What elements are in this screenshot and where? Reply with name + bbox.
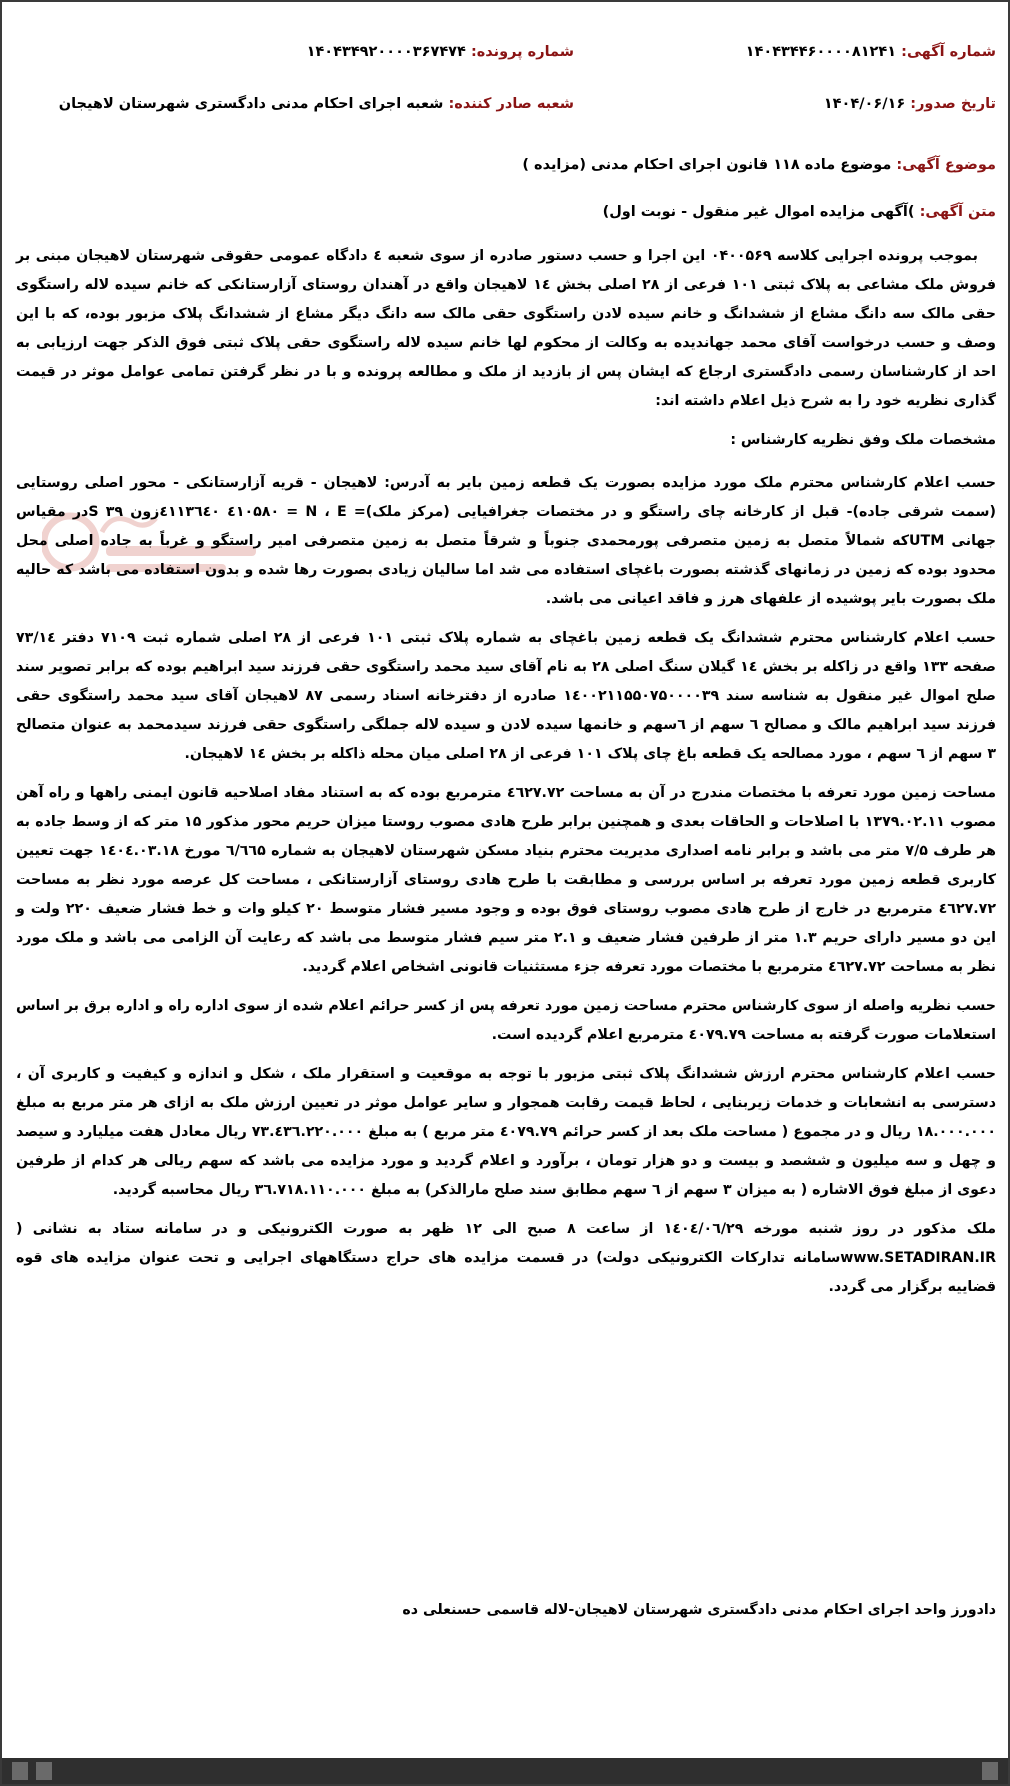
ad-number-row <box>746 44 996 60</box>
subject-label: موضوع آگهی: <box>896 157 996 173</box>
footer-cell <box>36 1762 52 1780</box>
paragraph-area: مساحت زمین مورد تعرفه با مختصات مندرج در آن به مساحت ٤٦۲۷.۷۲ مترمربع بوده که به استناد مفاد اصلاحیه قانون ایمنی راهها و راه آهن مصوب ۱۳۷۹.۰۲.۱۱ با اصلاحات و الحاقات بعدی و همچنین برابر طرح هادی مصوب روستا میزان حریم محور مذکور ۱۵ متر که از وسط جاده به هر طرف ۷/۵ متر می باشد و برابر نامه اصداری مدیریت محترم بنیاد مسکن شهرستان لاهیجان به شماره ٦/٦٦۵ مورخ ۱٤۰٤.۰۳.۱۸ جهت تعیین کاربری قطعه زمین مورد تعرفه بر اساس بررسی و مطابقت با طرح هادی روستای آزارستانکی ، مساحت کل عرصه مورد نظر به مساحت ٤٦۲۷.۷۲ مترمربع در خارج از طرح هادی مصوب روستای فوق بوده و وجود مسیر فشار متوسط ۲۰ کیلو وات و خط فشار ضعیف ۲۲۰ ولت و این دو مسیر دارای حریم ۱.۳ متر از طرفین فشار ضعیف و ۲.۱ متر سیم فشار متوسط می باشد که رعایت آن الزامی می باشد و ملک مورد نظر به مساحت ٤٦۲۷.۷۲ مترمربع با مختصات مورد تعرفه جزء مستثنیات قانونی اشخاص اعلام گردید. <box>16 785 997 975</box>
notice-text-value: )آگهی مزایده اموال غیر منقول - نوبت اول) <box>602 204 915 220</box>
paragraph-net-area: حسب نظریه واصله از سوی کارشناس محترم مساحت زمین مورد تعرفه پس از کسر حرائم اعلام شده از سوی اداره راه و اداره برق بر اساس استعلامات صورت گرفته به مساحت ٤۰۷۹.۷۹ مترمربع اعلام گردیده است. <box>16 998 996 1043</box>
case-number-value: ۱۴۰۴۳۴۹۲۰۰۰۰۳۶۷۴۷۴ <box>306 44 466 60</box>
notice-text-label: متن آگهی: <box>919 204 996 220</box>
issue-date-row <box>824 96 996 112</box>
issuer-label: شعبه صادر کننده: <box>448 96 574 112</box>
notice-document <box>2 2 1008 1784</box>
paragraph-valuation: حسب اعلام کارشناس محترم ارزش ششدانگ پلاک ثبتی مزبور با توجه به موقعیت و استقرار ملک ، شکل و اندازه و کیفیت و کاربری آن ، دسترسی به انشعابات و خدمات زیربنایی ، لحاظ قیمت رقابت همجوار و سایر عوامل موثر در تعیین ارزش ملک به ازای هر متر مربع به مبلغ ۱۸.۰۰۰.۰۰۰ ریال و در مجموع ( مساحت ملک بعد از کسر حرائم ٤۰۷۹.۷۹ متر مربع ) به مبلغ ۷۳.٤۳٦.۲۲۰.۰۰۰ ریال معادل هفت میلیارد و سیصد و چهل و سه میلیون و ششصد و بیست و دو هزار تومان ، برآورد و اعلام گردید و مورد مزایده می باشد که سهم ریالی هر کدام از طرفین دعوی از مبلغ فوق الاشاره ( به میزان ۳ سهم از ٦ سهم مطابق سند صلح مارالذکر) به مبلغ ۳٦.۷۱۸.۱۱۰.۰۰۰ ریال محاسبه گردید. <box>16 1066 996 1198</box>
case-number-label: شماره پرونده: <box>470 44 574 60</box>
footer-cell <box>982 1762 998 1780</box>
subject-value: موضوع ماده ۱۱۸ قانون اجرای احکام مدنی (مزایده ) <box>522 157 892 173</box>
ad-number-value: ۱۴۰۴۳۴۴۶۰۰۰۰۸۱۲۴۱ <box>745 44 897 60</box>
paragraph-intro: بموجب پرونده اجرایی کلاسه ۰۴۰۰۵۶۹ این اجرا و حسب دستور صادره از سوی شعبه ٤ دادگاه عمومی حقوقی شهرستان لاهیجان مبنی بر فروش ملک مشاعی به پلاک ثبتی ۱۰۱ فرعی از ۲۸ اصلی بخش ۱٤ لاهیجان واقع در آهندان روستای آزارستانکی که خانم سیده لاله راستگوی حقی مالک سه دانگ مشاع از ششدانگ و خانم سیده لادن راستگوی حقی مالک سه دانگ دیگر مشاع از ششدانگ پلاک مزبور بوده، که با این وصف و حسب درخواست آقای محمد جهاندیده به وکالت از محکوم لها خانم سیده لاله راستگوی حقی پلاک ثبتی فوق الذکر جهت ارزیابی به احد از کارشناسان رسمی دادگستری ارجاع که ایشان پس از بازدید از ملک و مطالعه پرونده و با در نظر گرفتن تمامی عوامل موثر در قیمت گذاری نظریه خود را به شرح ذیل اعلام داشته اند: <box>16 248 997 409</box>
paragraph-auction-details: ملک مذکور در روز شنبه مورخه ۱٤۰٤/۰٦/۲۹ از ساعت ۸ صبح الی ۱۲ ظهر به صورت الکترونیکی و در سامانه ستاد به نشانی ( www.SETADIRAN.IRسامانه تدارکات الکترونیکی دولت) در قسمت مزایده های حراج دستگاههای اجرایی و تحت عنوان مزایده های قوه قضاییه برگزار می گردد. <box>16 1221 996 1295</box>
subject-row <box>522 157 996 173</box>
issue-date-value: ۱۴۰۴/۰۶/۱۶ <box>823 96 906 112</box>
issue-date-label: تاریخ صدور: <box>910 96 996 112</box>
issuer-value: شعبه اجرای احکام مدنی دادگستری شهرستان لاهیجان <box>58 96 444 112</box>
issuer-row <box>59 96 574 112</box>
notice-text-row <box>603 204 996 220</box>
section-heading: مشخصات ملک وفق نظریه کارشناس : <box>730 432 996 448</box>
case-number-row <box>307 44 574 60</box>
footer-bar <box>2 1758 1008 1784</box>
paragraph-location: حسب اعلام کارشناس محترم ملک مورد مزایده بصورت یک قطعه زمین بایر به آدرس: لاهیجان - قریه آزارستانکی - محور اصلی روستایی (سمت شرقی جاده)- قبل از کارخانه چای راستگو و در مختصات جغرافیایی (مرکز ملک)= N ، E = ٤۱۰۵۸۰ ٤۱۱۳٦٤۰زون ۳۹ Sدر مقیاس جهانی UTMکه شمالاً متصل به زمین متصرفی پورمحمدی جنوباً و شرقاً متصل به زمین متصرفی امیر راستگو و غرباً به جاده اصلی محل محدود بوده که زمین در زمانهای گذشته بصورت باغچای استفاده می شد اما سالیان زیادی بصورت رها شده و بدون استفاده می باشد که حالیه ملک بصورت بایر پوشیده از علفهای هرز و فاقد اعیانی می باشد. <box>16 475 996 607</box>
footer-cell <box>12 1762 28 1780</box>
ad-number-label: شماره آگهی: <box>901 44 996 60</box>
notice-body <box>16 242 996 1312</box>
signature-line: دادورز واحد اجرای احکام مدنی دادگستری شهرستان لاهیجان-لاله قاسمی حسنعلی ده <box>402 1602 996 1618</box>
paragraph-ownership: حسب اعلام کارشناس محترم ششدانگ یک قطعه زمین باغچای به شماره پلاک ثبتی ۱۰۱ فرعی از ۲۸ اصلی شماره ثبت ۷۱۰۹ دفتر ۷۳/۱٤ صفحه ۱۳۳ واقع در زاکله بر بخش ۱٤ گیلان سنگ اصلی ۲۸ به نام آقای سید محمد راستگوی حقی فرزند سید ابراهیم بوده که برابر تصویر سند صلح اموال غیر منقول به شناسه سند ۱٤۰۰۲۱۱۵۵۰۷۵۰۰۰۰۳۹ صادره از دفترخانه اسناد رسمی ۸۷ لاهیجان آقای سید محمد راستگوی حقی فرزند سید ابراهیم مالک و مصالح ٦ سهم از ٦سهم و خانمها سیده لادن و سیده لاله جملگی راستگوی حقی فرزند سیدمحمد به عنوان متصالح ۳ سهم از ٦ سهم ، مورد مصالحه یک قطعه باغ چای پلاک ۱۰۱ فرعی از ۲۸ اصلی میان محله ذاکله بر بخش ۱٤ لاهیجان. <box>16 630 996 762</box>
